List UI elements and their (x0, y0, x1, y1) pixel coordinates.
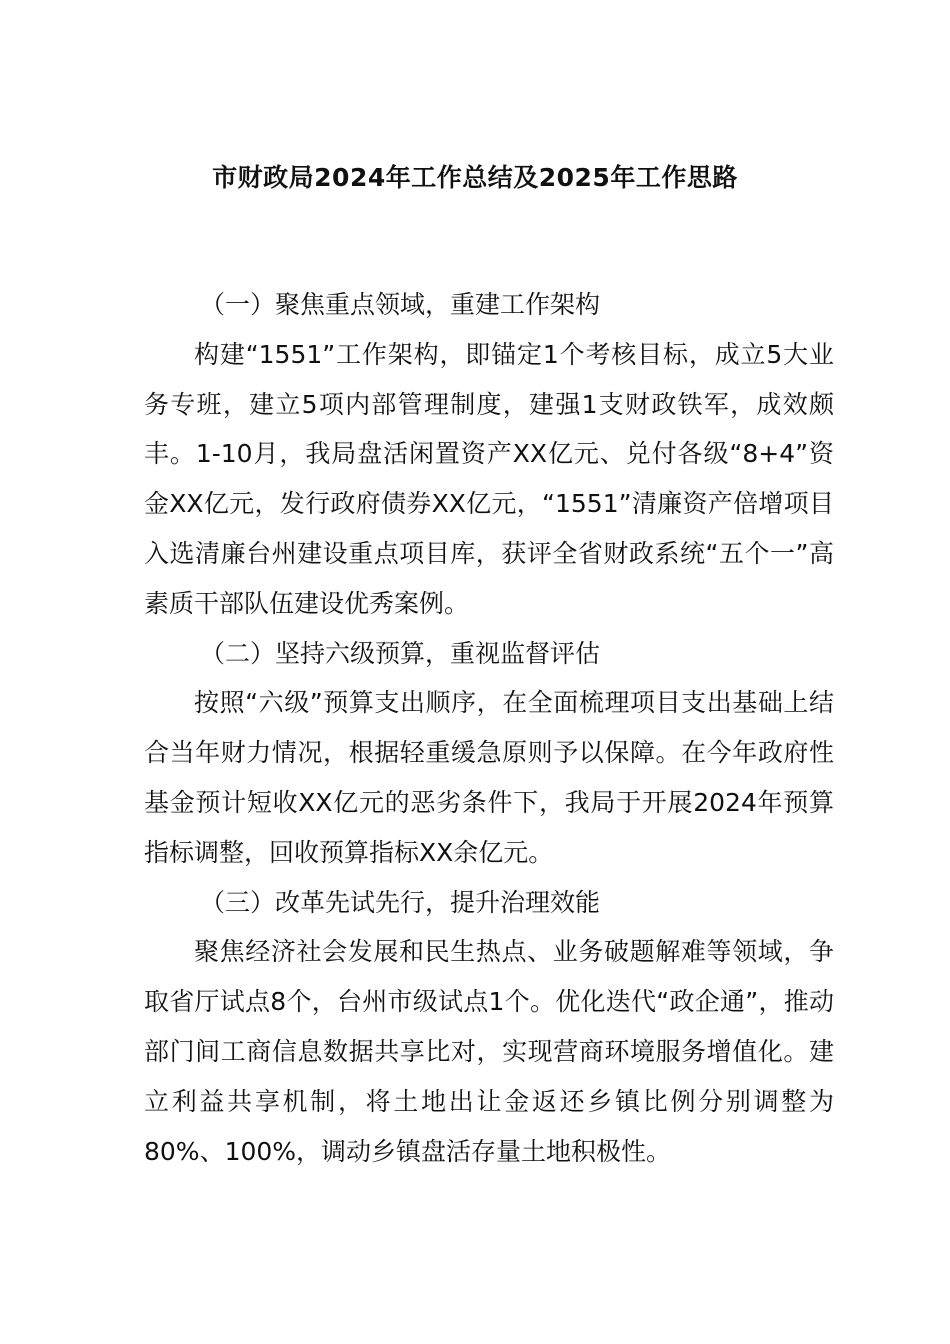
section-paragraph-2: 按照“六级”预算支出顺序，在全面梳理项目支出基础上结合当年财力情况，根据轻重缓急原则予以保障。在今年政府性基金预计短收XX亿元的恶劣条件下，我局于开展2024年预算指标调整，回收预算指标XX余亿元。 (144, 688, 834, 867)
section-heading-3: （三）改革先试先行，提升治理效能 (200, 887, 601, 917)
section-paragraph-3: 聚焦经济社会发展和民生热点、业务破题解难等领域，争取省厅试点8个，台州市级试点1个。优化迭代“政企通”，推动部门间工商信息数据共享比对，实现营商环境服务增值化。建立利益共享机制，将土地出让金返还乡镇比例分别调整为80%、100%，调动乡镇盘活存量土地积极性。 (144, 937, 834, 1166)
section-heading-1: （一）聚焦重点领域，重建工作架构 (200, 290, 601, 319)
section-paragraph-1: 构建“1551”工作架构，即锚定1个考核目标，成立5大业务专班，建立5项内部管理制度，建强1支财政铁军，成效颇丰。1-10月，我局盘活闲置资产XX亿元、兑付各级“8+4”资金XX亿元，发行政府债券XX亿元，“1551”清廉资产倍增项目入选清廉台州建设重点项目库，获评全省财政系统“五个一”高素质干部队伍建设优秀案例。 (144, 339, 834, 618)
document-title: 市财政局2024年工作总结及2025年工作思路 (212, 163, 738, 192)
document-body (144, 280, 834, 1176)
section-heading-2: （二）坚持六级预算，重视监督评估 (200, 638, 601, 668)
